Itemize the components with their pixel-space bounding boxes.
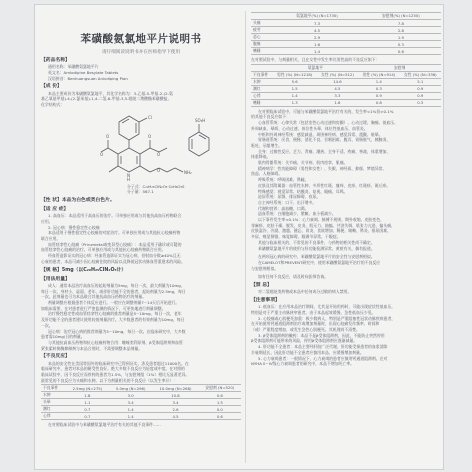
body-line: 自主神经系统：口干、出汗增多。 xyxy=(258,199,317,205)
caution-line: 在开始使用钙通道阻滞剂治疗或增加剂量时，出现心绞痛发作频率、时间和 xyxy=(251,321,380,327)
table-header-cell: 女性 (%) (N=512) xyxy=(317,71,358,78)
table-cell: 3.0 xyxy=(109,392,152,399)
usage-line: 一次。 xyxy=(41,322,53,328)
usage-line: 如临床需要，在对患者进行严密监测的情况下，可更快地进行剂量调整。 xyxy=(41,305,166,311)
table-cell: 1.9 xyxy=(361,34,441,41)
table-cell: 7.3 xyxy=(273,20,361,27)
usage-line: 一次。此剂量也可为本品联合其他抗高血压药物治疗的剂量。 xyxy=(41,294,147,300)
table-header-cell: 不良事件 xyxy=(41,385,66,392)
svg-text:O: O xyxy=(148,133,152,139)
table-cell: 0.3 xyxy=(361,41,441,48)
table-row xyxy=(251,27,441,34)
table-row xyxy=(251,41,441,48)
table-cell: 1.3 xyxy=(273,99,317,106)
usage-line: 治疗慢性稳定性或血管痉挛性心绞痛的推荐剂量是5~10mg，每日一次，老年 xyxy=(48,311,182,317)
body-line: 在CAMELOT和PREVENT研究中，使用苯磺酸氨氯地平治疗的不良反应 xyxy=(258,259,381,265)
usage-line: 患者需10mg/日的剂量。 xyxy=(41,334,85,340)
indications-line: 联合应用。 xyxy=(41,236,61,242)
body-line: 全身：过敏性反应、乏力、背痛、潮热、全身不适、疼痛、寒战、体重增加、 xyxy=(258,148,391,154)
body-line: 其他与临床相关的、不常见的不良事件，与药物的相关性尚不确定。 xyxy=(258,239,375,245)
indications-line: 本品适用于慢性稳定性心绞痛的对症治疗。可单独应用或与其他抗心绞痛药物 xyxy=(48,230,181,236)
usage-line: 冠心病：治疗冠心病的推荐剂量为5~10mg，每日一次。在临床研究中，大多数 xyxy=(48,328,186,334)
table-cell: 2.9 xyxy=(273,34,361,41)
usage-line: 与其他抗高血压药物和抗心绞痛药物合用：噻嗪类利尿剂、β受体阻滞剂和血管 xyxy=(48,339,183,345)
table-group-row xyxy=(251,64,441,71)
column-divider xyxy=(245,11,246,463)
table-cell: 1.6 xyxy=(273,41,361,48)
table-cell: 0.3 xyxy=(400,99,441,106)
table-cell: 4.5 xyxy=(317,85,358,92)
table-cell: 1.4 xyxy=(109,413,152,420)
table-cell: 0.6 xyxy=(199,392,241,399)
table-cell: 1.6 xyxy=(317,99,358,106)
body-line: 苯磺酸氨氯地平片的使用与肝功能检测异常、黄疸有关，偶有报道。 xyxy=(258,245,375,251)
molecular-formula: 分子式：C₂₀H₂₅ClN₂O₅·C₆H₆O₃S xyxy=(127,183,185,189)
body-line: 的其他不良反应如下： xyxy=(251,114,290,120)
table-row xyxy=(251,78,441,85)
table-group-label: 氨氯地平 xyxy=(273,64,359,71)
table-cell: 0.7 xyxy=(66,413,109,420)
table-row xyxy=(41,392,241,399)
adverse-events-text xyxy=(251,109,441,280)
usage-line: 每日一次。身材小、虚弱、老年、或伴肝功能不全的患者，起始剂量为2.5mg，每日 xyxy=(41,288,186,294)
table-cell: 0.8 xyxy=(358,99,399,106)
table-cell: 1.5 xyxy=(273,85,317,92)
usage-line: 成人：通常本品治疗高血压的起始剂量为5mg，每日一次，最大剂量为10mg， xyxy=(48,282,185,288)
table-cell: 头痛 xyxy=(251,20,273,27)
adverse-line: 最常见的不良反应为头痛和水肿。以下为剂量相关的不良反应（以发生率计）： xyxy=(41,377,178,383)
table-cell: 2.8 xyxy=(361,27,441,34)
table-cell: 0.7 xyxy=(66,406,109,413)
drug-name-line: 英文名：Amlodipine Besylate Tablets xyxy=(48,69,119,75)
caution-line: 3. β受体阻滞剂的撤药：本品不是β受体阻滞剂，因此，不能防止突然停用 xyxy=(258,332,385,338)
table-cell: 1.8 xyxy=(66,392,109,399)
table-header-cell: 氨氯地平(%) (N=1730) xyxy=(273,13,361,20)
table-header-cell: 10.0mg (N=268) xyxy=(152,385,198,392)
table-cell: 1.4 xyxy=(273,92,317,99)
usage-line: 紧张素转换酶抑制剂与本品合用时，不需要调整本品剂量。 xyxy=(41,345,143,351)
body-line: 外周缺血、晕厥、心动过速、体位性头晕、体位性低血压、血管炎。 xyxy=(251,125,368,131)
body-line: 多尿、嗅觉倒错、味觉障碍、眼调节异常、干眼症。 xyxy=(251,234,341,240)
table-cell: 0.6 xyxy=(361,48,441,55)
table-header-cell: 女性 (%) (N=336) xyxy=(400,71,441,78)
body-line: 皮肤湿冷、冷漠、激越、健忘、胃炎、食欲增加、稀便、咳嗽、鼻炎、排尿困难、 xyxy=(251,228,392,234)
table-cell: 恶心 xyxy=(251,34,273,41)
indications-line: 2. 冠心病：慢性稳定性心绞痛 xyxy=(48,224,100,230)
svg-text:H: H xyxy=(127,176,131,182)
table-row xyxy=(251,85,441,92)
molecular-weight: 分子量：567.1 xyxy=(127,189,154,195)
gender-adverse-table xyxy=(251,64,441,107)
table-cell: 心悸 xyxy=(41,413,66,420)
table-cell: 1.1 xyxy=(66,399,109,406)
body-line: 焦虑、人格障碍。 xyxy=(251,171,283,177)
body-line: 泌尿系统：尿频、排尿障碍、夜尿。 xyxy=(258,194,321,200)
table-row xyxy=(251,48,441,55)
svg-text:O: O xyxy=(157,151,161,157)
body-line: 心血管系统：心律失常（包括室性心动过速和房颤）、心动过缓、胸痛、低血压、 xyxy=(258,120,399,126)
body-line: 与安慰剂相似。 xyxy=(251,265,279,271)
table-header-cell: 安慰剂 (N=520) xyxy=(199,385,241,392)
body-line: 呕吐、牙龈增生。 xyxy=(251,142,283,148)
table-cell: 14.6 xyxy=(317,78,358,85)
ingredients-line: 化学结构式： xyxy=(41,101,65,107)
adverse-header: 【不良反应】 xyxy=(41,354,70,360)
table-row xyxy=(41,399,241,406)
table-header-cell: 不良事件 xyxy=(251,71,273,78)
right-column xyxy=(251,11,441,463)
body-line: 精神病学：性功能障碍（男性和女性）、失眠、神经质、抑郁、梦境异常、 xyxy=(258,165,387,171)
footer-line: 在对照临床试验中与苯磺酸氨氯地平治疗有关的其他不良事件…… xyxy=(48,422,161,428)
body-line: 中枢和外周神经系统：感觉减退、周围神经病、感觉异常、震颤、眩晕。 xyxy=(258,131,383,137)
caution-line: NYHA II~IV级心力衰竭患者的研究中，本品不增加死亡率。 xyxy=(251,361,355,367)
svg-text:O: O xyxy=(106,133,110,139)
adverse-line: 临床试验中，因不良反应而停药的患者为1.5%，与安慰剂组（1%）相比无显著差异。 xyxy=(41,372,190,377)
table-cell: 腹痛 xyxy=(251,41,273,48)
table-header-cell xyxy=(251,64,273,71)
table-cell: 头晕 xyxy=(41,399,66,406)
table-cell: 5.6 xyxy=(273,78,317,85)
body-line: 特殊感觉：视觉异常、结膜炎、复视、眼痛、耳鸣。 xyxy=(258,188,348,194)
table-row xyxy=(251,20,441,27)
table-cell: 水肿 xyxy=(41,392,66,399)
caution-line: 4. 肝功能不全患者：本品主要经肝脏广泛代谢，肝功能受损患者的血浆消除 xyxy=(258,344,388,350)
left-column xyxy=(41,11,241,463)
structural-formula-drawing xyxy=(99,110,219,184)
table-cell: 0.9 xyxy=(358,92,399,99)
body-line: 代谢和营养：高血糖、口渴。 xyxy=(258,205,309,211)
cautions-header: 【注意事项】 xyxy=(251,298,280,303)
table-cell: 4.5 xyxy=(273,27,361,34)
drug-name-header: 【药品名称】 xyxy=(41,58,70,63)
body-line: 皮肤及其附属器：血管性水肿、多形性红斑、瘙痒、皮疹、红斑疹、斑丘疹。 xyxy=(258,182,391,188)
contraindications-line: 对二氢吡啶类药物或本品中任何成分过敏的病人禁用。 xyxy=(258,289,352,295)
table-header-row xyxy=(251,13,441,20)
adverse-dose-table xyxy=(41,384,241,420)
indications-line: 血管痉挛性心绞痛的治疗。可单独应用或与其他抗心绞痛药物联合应用。 xyxy=(41,247,166,253)
table-cell: 嗜睡 xyxy=(251,48,273,55)
table-cell: 3.4 xyxy=(109,399,152,406)
ingredients-header: 【成 份】 xyxy=(41,84,62,90)
top-adverse-table xyxy=(251,12,441,55)
table-cell: 潮红 xyxy=(251,85,273,92)
indications-line: 血管痉挛性心绞痛（Prinzmetal或变异型心绞痛）：本品适用于确诊或可疑的 xyxy=(48,241,182,247)
table-cell: 10.8 xyxy=(152,392,198,399)
caution-line: 1. 低血压：在应用本品治疗期间，尤其是开始用药时，可能出现症状性低血压， xyxy=(258,304,396,310)
table-cell: 4.5 xyxy=(152,413,198,420)
table-cell: 0.9 xyxy=(400,85,441,92)
body-line: 以下事件发生率<0.1%：心力衰竭、脉搏不规则、期外收缩、皮肤变色、 xyxy=(258,217,384,223)
table-header-cell: 男性 (%) (N=1218) xyxy=(273,71,317,78)
table-cell: 疲劳 xyxy=(251,27,273,34)
caution-line: 特别是对于严重主动脉狭窄患者。由于本品起效缓慢，急性低血压少见。 xyxy=(251,309,376,315)
reading-notice: 请仔细阅读说明书并在医师指导下使用 xyxy=(101,50,181,55)
table-cell: 1.4 xyxy=(358,78,399,85)
table-header-cell: 男性 (%) (N=914) xyxy=(358,71,399,78)
description-header: 【性 状】本品为白色或类白色片。 xyxy=(41,197,115,203)
structural-formula xyxy=(41,108,241,184)
page-title: 苯磺酸氨氯地平片说明书 xyxy=(80,33,202,45)
body-line: 呼吸系统：呼吸困难、鼻衄。 xyxy=(258,177,309,183)
caution-line: β受体阻滞剂可能带来的风险，停用β受体阻滞剂应逐渐减量。 xyxy=(251,338,358,344)
indications-line: 1. 高血压：本品适用于高血压的治疗。可单独应用或与其他抗高血压药物联合 xyxy=(48,213,182,219)
body-line: 在对照临床试验中，可能与苯磺酸氨氯地平治疗有关的，发生率<1%但>0.1% xyxy=(258,108,394,114)
leaflet-sheet xyxy=(34,4,444,470)
table-row xyxy=(41,406,241,413)
ingredients-line: 基乙氧基甲基)-4-(2-氯苯基)-1,4-二氢-6-甲基-3,5-吡啶二羧酸酯苯磺酸盐， xyxy=(41,96,172,102)
indications-header: 【适 应 症】 xyxy=(41,207,69,213)
table-cell: 0.9 xyxy=(400,92,441,99)
indications-line: 应用。 xyxy=(41,218,53,224)
table-header-cell: 安慰剂(%) (N=1250) xyxy=(361,13,441,20)
body-line: 在两项冠心病的研究中，苯磺酸氨氯地平片的安全性与安慰剂相似。 xyxy=(258,254,375,260)
table-cell: 1.4 xyxy=(273,48,361,55)
table-cell: 2.6 xyxy=(152,406,198,413)
usage-line: 剂量调整应根据患者个体反应进行。一般应在调整剂量7~14天后开始进行。 xyxy=(48,300,180,306)
body-line: 胃肠道系统：厌食、便秘、消化不良、吞咽困难、腹泻、胃肠胀气、胰腺炎、 xyxy=(258,137,391,143)
svg-text:Cl: Cl xyxy=(148,114,152,120)
svg-text:NH₂: NH₂ xyxy=(184,169,192,175)
caution-line: 半衰期延长，因此肝功能不全患者应慎用本品，应缓慢增加剂量。 xyxy=(251,349,364,355)
caution-line: （或）严重程度增加，或发生急性心肌梗死。其机理尚不清楚。 xyxy=(251,327,360,333)
table-cell: 1.4 xyxy=(109,406,152,413)
ingredients-line: 本品主要成份为苯磺酸氨氯地平，其化学名称为：3-乙基-5-甲基-2-(2-氨 xyxy=(48,90,173,96)
body-line: 肌肉骨骼系统：关节痛、关节病、肌肉痉挛、肌痛。 xyxy=(258,160,348,166)
table-cell: 1.5 xyxy=(199,399,241,406)
caution-line: 2. 心绞痛或心肌梗死加重：极少数病人，特别是严重阻塞性冠状动脉疾病患者， xyxy=(258,315,396,321)
usage-line: 及肝功能不全的患者建议使用较低剂量治疗。大多数患者的有效剂量为10mg，每日 xyxy=(41,317,185,323)
svg-text:O: O xyxy=(157,167,161,173)
table-header-cell: 2.5mg (N=275) xyxy=(66,385,109,392)
usage-header: 【用法用量】 xyxy=(41,276,70,282)
svg-text:N: N xyxy=(127,172,130,178)
table-cell: 0.0 xyxy=(199,406,241,413)
table-group-label: 安慰剂 xyxy=(358,64,441,71)
spec-header: 【规 格】5mg（以C₂₀H₂₅ClN₂O₅计） xyxy=(41,267,127,273)
table-cell: 3.4 xyxy=(152,399,198,406)
caution-line: 5. 心力衰竭患者：一般情况下，心力衰竭的患者应慎用钙通道阻滞剂。在对 xyxy=(258,355,388,361)
gender-table-caption: 在对照试验中，与剂量相关，且在女性中发生率比男性高的不良反应如下： xyxy=(251,57,380,62)
svg-text:SO₃H: SO₃H xyxy=(195,117,206,123)
body-line: 如有任何不良反应，请及时向医师咨询。 xyxy=(258,274,329,280)
body-line: 造血系统：白细胞减少、紫癜、血小板减少。 xyxy=(258,211,336,217)
table-header-row xyxy=(41,385,241,392)
table-cell: 0.3 xyxy=(358,85,399,92)
table-row xyxy=(251,92,441,99)
table-cell: 5.1 xyxy=(400,78,441,85)
svg-text:O: O xyxy=(100,151,104,157)
table-cell: 3.3 xyxy=(317,92,358,99)
table-header-cell xyxy=(251,13,273,20)
drug-name-line: 通用名称：苯磺酸氨氯地平片 xyxy=(48,64,99,70)
table-row xyxy=(251,34,441,41)
adverse-line: 临床研究中，患者对本品的耐受性良好。绝大多数不良反应为轻度或中度。在对照的 xyxy=(41,366,185,372)
body-line: 荨麻疹、皮肤干燥、脱发、皮炎、肌无力、抽搐、共济失调、肌张力亢进、偏头痛、 xyxy=(251,222,395,228)
table-cell: 水肿 xyxy=(251,78,273,85)
table-row xyxy=(41,413,241,420)
table-header-cell: 5.0mg (N=296) xyxy=(109,385,152,392)
table-cell: 嗜睡 xyxy=(251,99,273,106)
drug-name-line: 汉语拼音：Benhuangsuan Anlvdiping Pian xyxy=(48,75,128,81)
table-cell: 0.6 xyxy=(199,413,241,420)
table-cell: 心悸 xyxy=(251,92,273,99)
table-header-row xyxy=(251,71,441,78)
adverse-line: 本品的安全性在美国等国外的临床研究中已得到证实，涉及患者超过11000名。在 xyxy=(48,360,189,366)
body-line: 体重降低。 xyxy=(251,154,271,160)
contraindications-header: 【禁 忌】 xyxy=(251,283,272,289)
table-row xyxy=(251,99,441,106)
table-cell: 7.8 xyxy=(361,20,441,27)
indications-line: 心衰的患者，本品可减少因心绞痛住院的风险以及降低冠状动脉血管重建术的风险。 xyxy=(41,258,185,264)
indications-line: 经血管造影证实的冠心病：经血管造影证实为冠心病，但射血分数≥40%且无 xyxy=(48,253,181,259)
table-cell: 潮红 xyxy=(41,406,66,413)
